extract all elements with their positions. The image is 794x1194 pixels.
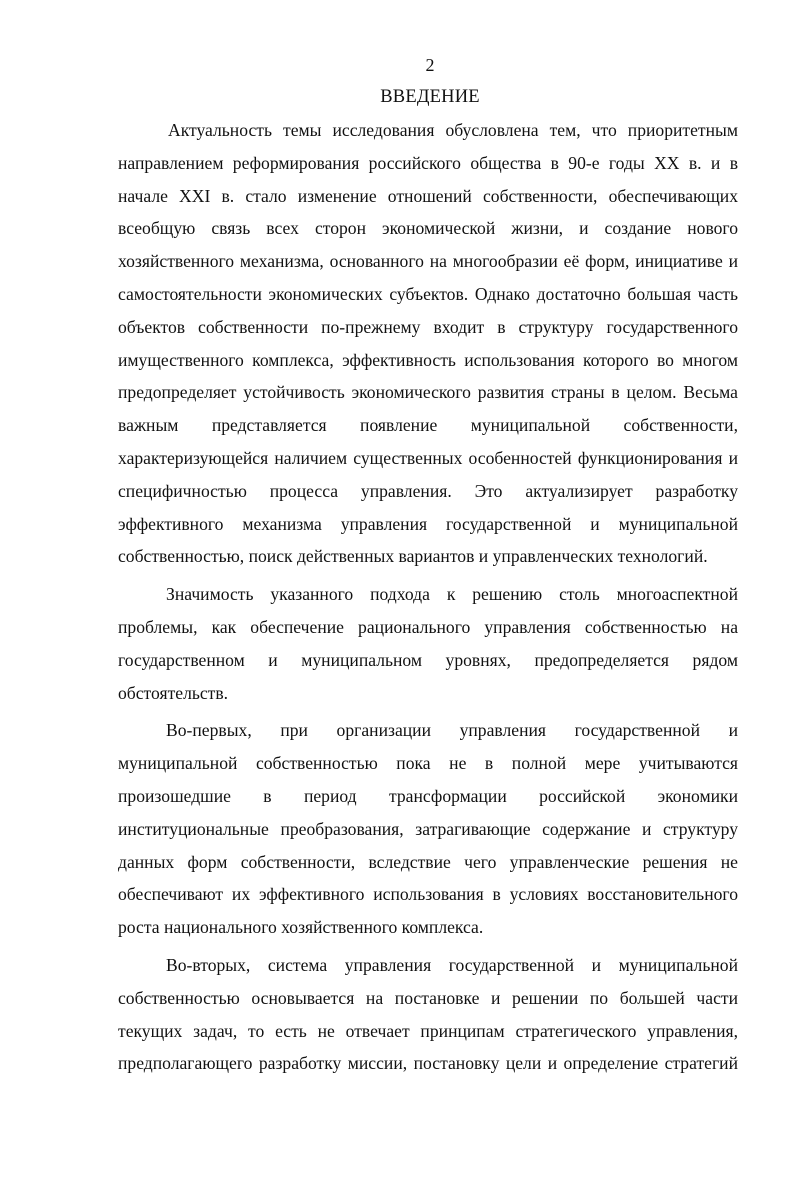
page-number: 2 (425, 55, 435, 75)
paragraph-secondly: Во-вторых, система управления государственной и муниципальной собственностью основывается на постановке и решении по большей части текущих задач, то есть не отвечает принципам стратегического управления, предполагающего разработку миссии, постановку цели и определение стратегий (118, 954, 738, 1074)
body-text (118, 114, 738, 1080)
paragraph-relevance: Актуальность темы исследования обусловлена тем, что приоритетным направлением реформирования российского общества в 90-е годы XX в. и в начале XXI в. стало изменение отношений собственности, обеспечивающих всеобщую связь всех сторон экономической жизни, и создание нового хозяйственного механизма, основанного на многообразии её форм, инициативе и самостоятельности экономических субъектов. Однако достаточно большая часть объектов собственности по-прежнему входит в структуру государственного имущественного комплекса, эффективность использования которого во многом предопределяет устойчивость экономического развития страны в целом. Весьма важным представляется появление муниципальной собственности, характеризующейся наличием существенных особенностей функционирования и специфичностью процесса управления. Это актуализирует разработку эффективного механизма управления государственной и муниципальной собственностью, поиск действенных вариантов и управленческих технологий. (118, 120, 738, 567)
paragraph-significance: Значимость указанного подхода к решению столь многоаспектной проблемы, как обеспечение рационального управления собственностью на государственном и муниципальном уровнях, предопределяется рядом обстоятельств. (118, 584, 738, 703)
paragraph-firstly: Во-первых, при организации управления государственной и муниципальной собственностью пока не в полной мере учитываются произошедшие в период трансформации российской экономики институциональные преобразования, затрагивающие содержание и структуру данных форм собственности, вследствие чего управленческие решения не обеспечивают их эффективного использования в условиях восстановительного роста национального хозяйственного комплекса. (118, 720, 738, 938)
page-title: ВВЕДЕНИЕ (380, 87, 480, 107)
